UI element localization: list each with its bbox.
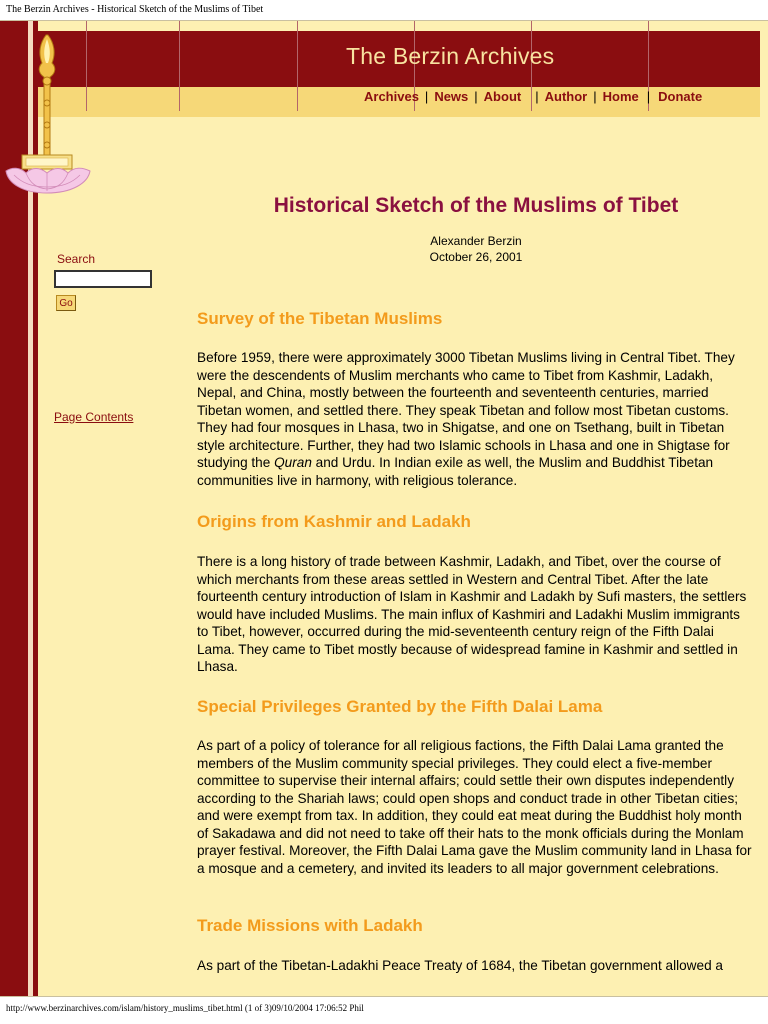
section-body-survey bbox=[197, 349, 752, 489]
search-input[interactable] bbox=[54, 270, 152, 288]
article-author: Alexander Berzin bbox=[430, 234, 522, 248]
section-body-text: Before 1959, there were approximately 3000 Tibetan Muslims living in Central Tibet. They were the descendents of Muslim merchants who came to Tibet from Kashmir, Ladakh, Nepal, and China, mostly between the fourteenth and seventeenth centuries, married Tibetan women, and settled there. They speak Tibetan and follow most Tibetan customs. They had four mosques in Lhasa, two in Shigatse, and one on Tsethang, built in Tibetan style architecture. Further, they had two Islamic schools in Lhasa and one in Shigtase for studying the bbox=[197, 350, 735, 470]
banner-divider bbox=[179, 21, 180, 111]
article-byline bbox=[366, 233, 586, 265]
section-body-emphasis: Quran bbox=[274, 455, 312, 470]
section-body-origins: There is a long history of trade between Kashmir, Ladakh, and Tibet, over the course of which merchants from these areas settled in Western and Central Tibet. After the late fourteenth century introduction of Islam in Kashmir and Ladakh by Sufi masters, the settlers would have included Muslims. The main influx of Kashmiri and Ladakhi Muslim immigrants to Tibet, however, occurred during the mid-seventeenth century reign of the Fifth Dalai Lama. They came to Tibet mostly because of widespread famine in Kashmir and settled in Lhasa. bbox=[197, 554, 747, 674]
nav-separator: | bbox=[424, 89, 429, 104]
section-body-text: and Urdu. In Indian exile as well, the Muslim and Buddhist Tibetan communities live in harmony, with religious tolerance. bbox=[197, 455, 714, 488]
nav-link-donate[interactable]: Donate bbox=[658, 89, 703, 104]
nav-link-home[interactable]: Home bbox=[602, 89, 639, 104]
section-heading-privileges: Special Privileges Granted by the Fifth Dalai Lama bbox=[197, 697, 603, 716]
nav-link-news[interactable]: News bbox=[434, 89, 469, 104]
print-footer: http://www.berzinarchives.com/islam/history_muslims_tibet.html (1 of 3)09/10/2004 17:06:52 Phil bbox=[6, 1003, 364, 1013]
nav-separator: | bbox=[535, 89, 539, 104]
article-date: October 26, 2001 bbox=[429, 250, 523, 264]
section-heading-origins: Origins from Kashmir and Ladakh bbox=[197, 512, 471, 531]
nav-separator: | bbox=[593, 89, 597, 104]
section-body-trade: As part of the Tibetan-Ladakhi Peace Treaty of 1684, the Tibetan government allowed a bbox=[197, 958, 723, 973]
lotus-base-icon bbox=[6, 155, 90, 193]
go-button[interactable]: Go bbox=[56, 295, 76, 311]
vajra-icon bbox=[39, 35, 55, 161]
nav-separator: | bbox=[646, 89, 651, 104]
nav-link-about[interactable]: About bbox=[483, 89, 522, 104]
section-body-privileges: As part of a policy of tolerance for all religious factions, the Fifth Dalai Lama granted the members of the Muslim community special privileges. They could elect a five-member committee to supervise their internal affairs; could settle their own disputes independently according to the Shariah laws; could open shops and conduct trade in other Tibetan cities; and were exempt from tax. In addition, they could eat meat during the Buddhist holy month of Sakadawa and did not need to take off their hats to the monk officials during the Monlam prayer festival. Moreover, the Fifth Dalai Lama gave the Muslim community land in Lhasa for a mosque and a cemetery, and invited its leaders to all major government celebrations. bbox=[197, 738, 752, 876]
section-heading-trade: Trade Missions with Ladakh bbox=[197, 916, 423, 935]
banner-divider bbox=[297, 21, 298, 111]
print-header: The Berzin Archives - Historical Sketch of the Muslims of Tibet bbox=[6, 4, 264, 15]
article-title: Historical Sketch of the Muslims of Tibet bbox=[273, 194, 679, 217]
search-label: Search bbox=[57, 252, 96, 266]
vajra-lotus-logo-icon[interactable] bbox=[2, 33, 94, 203]
nav-separator: | bbox=[474, 89, 478, 104]
nav-link-author[interactable]: Author bbox=[544, 89, 588, 104]
section-heading-survey: Survey of the Tibetan Muslims bbox=[197, 309, 443, 328]
site-title[interactable]: The Berzin Archives bbox=[346, 43, 555, 69]
main-nav bbox=[364, 89, 702, 104]
page-contents-link[interactable]: Page Contents bbox=[54, 410, 134, 424]
page-frame bbox=[0, 20, 768, 997]
nav-link-archives[interactable]: Archives bbox=[364, 89, 419, 104]
